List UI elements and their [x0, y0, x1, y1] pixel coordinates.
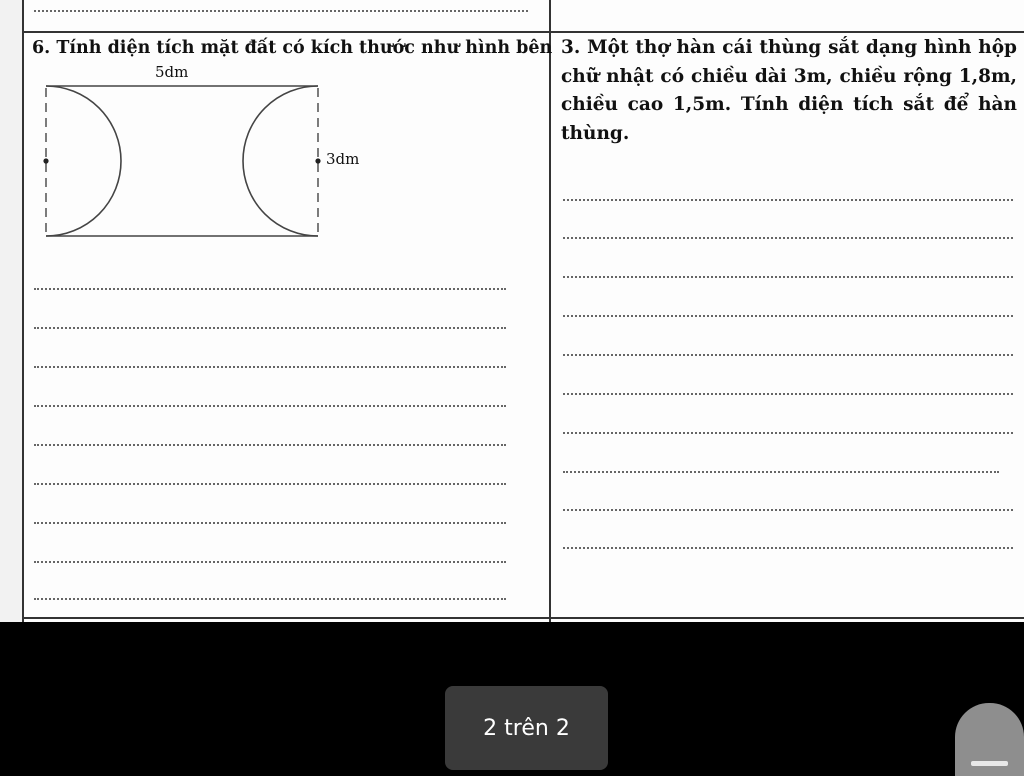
table-border-bottom — [22, 617, 1024, 619]
page-left-margin — [0, 0, 22, 622]
answer-line — [34, 522, 506, 524]
table-border-left — [22, 0, 24, 622]
answer-line — [34, 444, 506, 446]
answer-line — [563, 237, 1013, 239]
answer-line — [563, 509, 1013, 511]
figure-height-label: 3dm — [326, 150, 360, 168]
answer-line — [563, 276, 1013, 278]
page-indicator-label: 2 trên 2 — [483, 715, 570, 741]
answer-line — [563, 471, 999, 473]
page-indicator — [445, 686, 608, 770]
answer-line — [563, 315, 1013, 317]
table-column-divider — [549, 0, 551, 622]
answer-line — [34, 483, 506, 485]
table-row-divider — [22, 31, 1024, 33]
answer-line — [34, 366, 506, 368]
answer-line — [563, 354, 1013, 356]
answer-line — [563, 199, 1013, 201]
answer-line — [563, 393, 1013, 395]
answer-line — [34, 405, 506, 407]
question-6-title: 6. Tính diện tích mặt đất có kích thước như hình bên — [32, 38, 553, 58]
answer-line — [34, 10, 528, 12]
scroll-button[interactable] — [955, 703, 1024, 776]
answer-line — [563, 547, 1013, 549]
scroll-down-icon — [971, 761, 1008, 766]
answer-line — [34, 288, 506, 290]
answer-line — [34, 327, 506, 329]
question-6-figure — [30, 58, 390, 248]
question-3-text: 3. Một thợ hàn cái thùng sắt dạng hình hộp chữ nhật có chiều dài 3m, chiều rộng 1,8m, chiều cao 1,5m. Tính diện tích sắt để hàn thùng. — [561, 37, 1017, 144]
answer-line — [34, 598, 506, 600]
answer-line — [34, 561, 506, 563]
figure-width-label: 5dm — [155, 63, 189, 81]
answer-line — [563, 432, 1013, 434]
